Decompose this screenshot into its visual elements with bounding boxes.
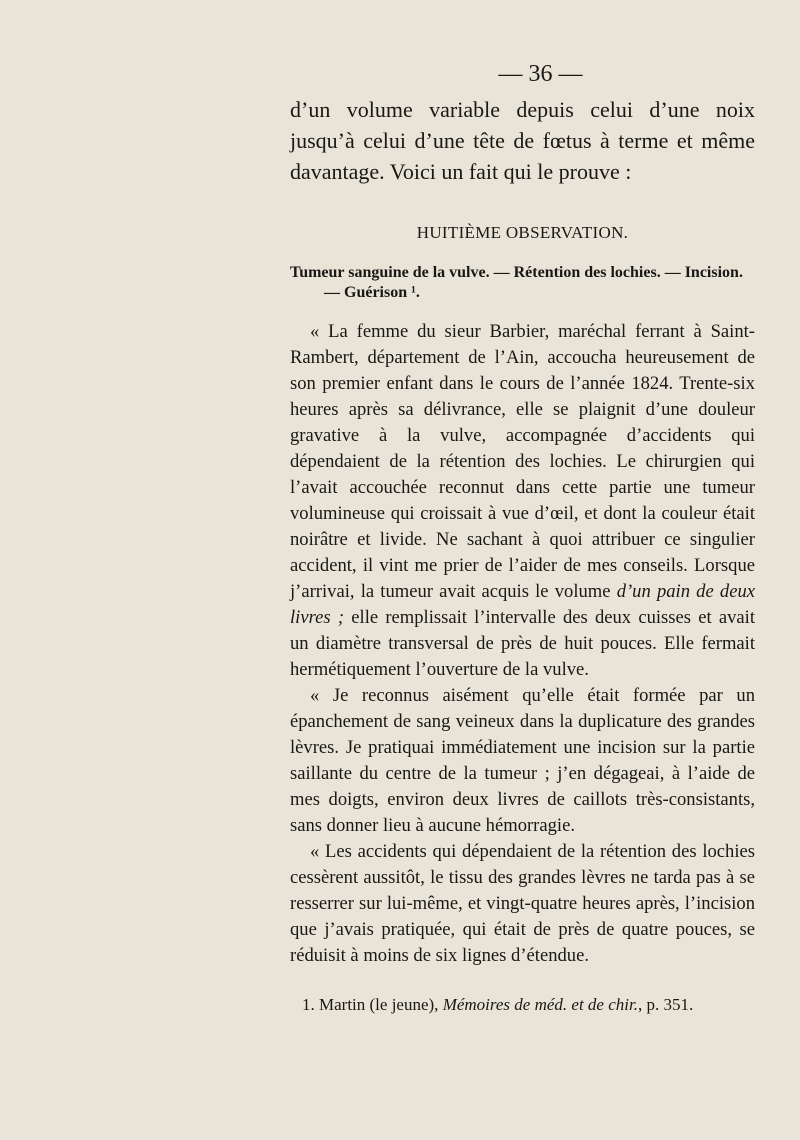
paragraph-1-text-b: elle remplissait l’intervalle des deux cuisses et avait un diamètre transversal de près de huit pouces. Elle fermait hermétiquement l’ouverture de la vulve. [290,607,755,680]
subtitle-line-2: — Guérison ¹. [324,284,420,301]
observation-subtitle [290,263,755,303]
footnote [290,993,755,1017]
paragraph-1-italic: d’un pain de deux livres ; [290,581,756,628]
paragraph-1-text-a: « La femme du sieur Barbier, maréchal ferrant à Saint-Rambert, département de l’Ain, accoucha heureusement de son premier enfant dans le cours de l’année 1824. Trente-six heures après sa délivrance, elle se plaignit d’une douleur gravative à la vulve, accompagnée d’accidents qui dépendaient de la rétention des lochies. Le chirurgien qui l’avait accouchée reconnut dans cette partie une tumeur volumineuse qui croissait à vue d’œil, et dont la couleur était noirâtre et livide. Ne sachant à quoi attribuer ce singulier accident, il vint me prier de l’aider de mes conseils. Lorsque j’arrivai, la tumeur avait acquis le volume [290,321,755,602]
subtitle-line-1: Tumeur sanguine de la vulve. — Rétention des lochies. — Incision. [290,264,743,281]
page-content [290,58,755,1017]
page-number: — 36 — [498,61,583,87]
footnote-suffix: , p. 351. [637,995,694,1014]
observation-body [290,319,755,969]
footnote-prefix: 1. Martin (le jeune), [302,995,443,1014]
observation-heading: HUITIÈME OBSERVATION. [416,223,629,242]
body-paragraph-3: « Les accidents qui dépendaient de la rétention des lochies cessèrent aussitôt, le tissu des grandes lèvres ne tarda pas à se resserrer sur lui-même, et vingt-quatre heures après, l’incision que j’avais pratiquée, qui était de près de quatre pouces, se réduisit à moins de six lignes d’étendue. [290,841,755,966]
body-paragraph-1 [290,319,755,683]
intro-paragraph: d’un volume variable depuis celui d’une noix jusqu’à celui d’une tête de fœtus à terme et même davantage. Voici un fait qui le prouve : [290,97,755,184]
footnote-title: Mémoires de méd. et de chir. [442,995,638,1014]
body-paragraph-2: « Je reconnus aisément qu’elle était formée par un épanchement de sang veineux dans la duplicature des grandes lèvres. Je pratiquai immédiatement une incision sur la partie saillante du centre de la tumeur ; j’en dégageai, à l’aide de mes doigts, environ deux livres de caillots très-consistants, sans donner lieu à aucune hémorragie. [290,685,755,836]
